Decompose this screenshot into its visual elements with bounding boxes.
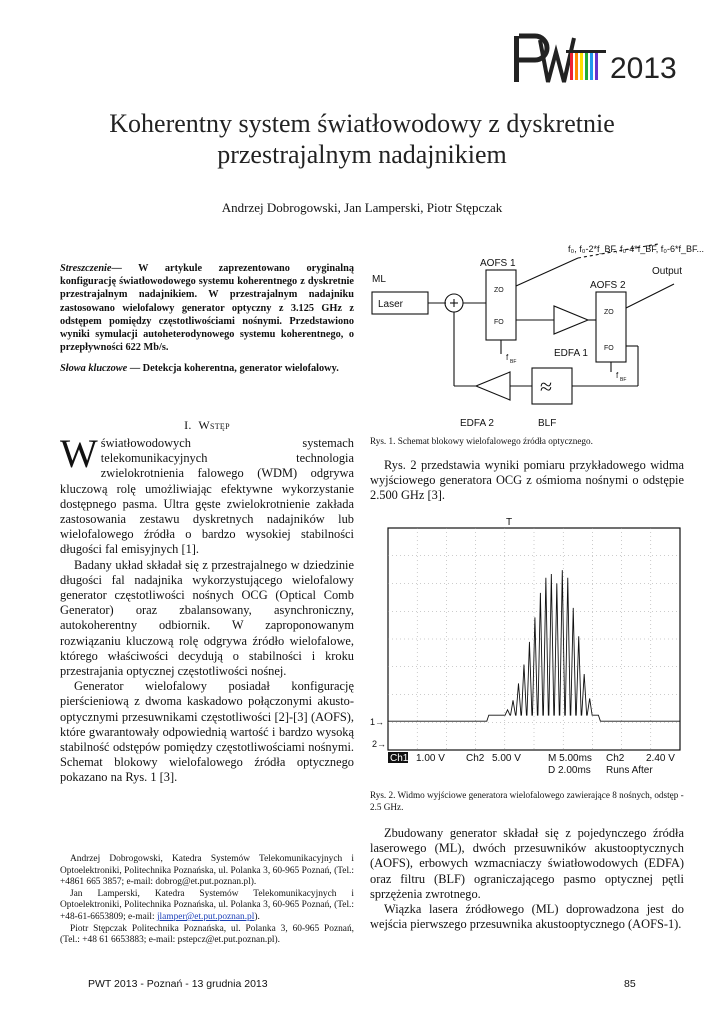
aofs1-label: AOFS 1: [480, 258, 516, 269]
pwt-logo: [510, 30, 677, 86]
dropcap: W: [60, 431, 98, 476]
intro-paragraph-1: [60, 431, 354, 558]
ch1-value: 1.00 V: [416, 753, 445, 764]
keywords-text: — Detekcja koherentna, generator wielofalowy.: [129, 363, 339, 374]
trigger-marker: T: [506, 517, 513, 528]
aofs2-zo: ZO: [604, 309, 614, 316]
abstract-label: Streszczenie: [60, 263, 112, 274]
laser-label: Laser: [378, 299, 404, 310]
blf-label: BLF: [538, 418, 557, 429]
edfa1-triangle: [554, 306, 588, 334]
page-number: 85: [624, 978, 636, 990]
edfa2-triangle: [476, 372, 510, 400]
footnote-3: Piotr Stępczak Politechnika Poznańska, ul. Polanka 3, 60-965 Poznań, (Tel.: +48 61 6653883; e-mail: pstepcz@et.put.poznan.pl).: [60, 923, 354, 946]
generator-description: [370, 826, 684, 932]
footnote-2: [60, 889, 354, 924]
authors: Andrzej Dobrogowski, Jan Lamperski, Piotr Stępczak: [221, 200, 503, 215]
fbf1-label: f: [506, 353, 509, 362]
paper-title: Koherentny system światłowodowy z dyskretnie przestrajalnym nadajnikiem: [109, 109, 615, 169]
footnote-1: Andrzej Dobrogowski, Katedra Systemów Telekomunikacyjnych i Optoelektroniki, Politechnika Poznańska, ul. Polanka 3, 60-965 Poznań, (Tel.: +4861 665 3857; e-mail: dobrog@et.put.poznan.pl).: [60, 854, 354, 888]
intro-p1-text: światłowodowych systemach telekomunikacyjnych technologia zwielokrotnienia falowego (WDM) odgrywa kluczową rolę umożliwiając efektywne wykorzystanie dostępnego pasma. Ultra gęste zwielokrotnienie zakłada zastosowania zestawu dyskretnych nadajników lub wielofalowego źródła o bardzo wysokiej stabilności długości fal emisyjnych [1].: [60, 436, 354, 557]
run-mode: Runs After: [606, 765, 653, 776]
aofs2-label: AOFS 2: [590, 280, 626, 291]
keywords: [60, 362, 354, 375]
trigger-level: 2.40 V: [646, 753, 675, 764]
logo-year: 2013: [610, 52, 677, 85]
col2-paragraph-1: Zbudowany generator składał się z pojedynczego źródła laserowego (ML), dwóch przesuwników akustooptycznych (AOFS), erbowych wzmacniaczy światłowodowych (EDFA) oraz filtru (BLF) ograniczającego pasmo optycznej pętli sprzężenia zwrotnego.: [370, 826, 684, 901]
footnote-2-text: Jan Lamperski, Katedra Systemów Telekomunikacyjnych i Optoelektroniki, Politechnika Poznańska, ul. Polanka 3, 60-965 Poznań, (Tel.: +48-61-6653809; e-mail:: [60, 888, 354, 922]
col2-paragraph-2: Wiązka lasera źródłowego (ML) doprowadzona jest do wejścia pierwszego przesuwnika akustooptycznego (AOFS-1).: [370, 902, 684, 932]
ch2-value: 5.00 V: [492, 753, 521, 764]
aofs1-box: [486, 270, 516, 340]
ch2-marker: 2→: [372, 739, 387, 749]
block-diagram: [368, 236, 704, 432]
oscilloscope-spectrum: [370, 514, 684, 776]
timebase: M 5.00ms: [548, 753, 592, 764]
intro-text: [60, 431, 354, 786]
carrier-freqs-label: f₀, f₀-2*f_BF, f₀-4*f_BF, f₀-6*f_BF...: [568, 244, 704, 254]
section-heading: [60, 418, 354, 433]
figure2-caption: Rys. 2. Widmo wyjściowe generatora wielofalowego zawierające 8 nośnych, odstęp - 2.5 GHz.: [370, 790, 684, 812]
fbf1-sub: BF: [510, 359, 517, 365]
ch2-label: Ch2: [466, 753, 485, 764]
logo-stripes: [514, 36, 606, 82]
rys2-paragraph: [370, 458, 684, 504]
author-footnotes: [60, 854, 354, 947]
section-number: I.: [184, 418, 192, 432]
output-label: Output: [652, 266, 683, 277]
aofs2-fo: FO: [604, 345, 614, 352]
intro-paragraph-2: Badany układ składał się z przestrajalnego w dziedzinie długości fal nadajnika wykorzystującego wielofalowy generator częstotliwości nośnych OCG (Optical Comb Generator) oraz zbalansowany, asynchroniczny, autokoherentny odbiornik. W zaproponowanym rozwiązaniu kluczową rolę odgrywa źródło wielofalowe, którego właściwości decydują o stabilności i kroku przestrajania optycznej częstotliwości nośnej.: [60, 557, 354, 679]
ch1-marker: 1→: [370, 717, 385, 727]
edfa2-label: EDFA 2: [460, 418, 494, 429]
bandpass-symbol: ≈: [540, 374, 553, 399]
intro-paragraph-3: Generator wielofalowy posiadał konfigurację pierścieniową z dwoma kaskadowo połączonymi akusto-optycznymi przesuwnikami częstotliwości [2]-[3] (AOFS), które gwarantowały odpowiednią wartość i bardzo wysoką stabilność odstępów pomiędzy częstotliwościami nośnymi. Schemat blokowy wielofalowego źródła optycznego pokazano na Rys. 1 [3].: [60, 679, 354, 785]
ch1-label: Ch1: [390, 753, 409, 764]
delay: D 2.00ms: [548, 765, 591, 776]
abstract: [60, 262, 354, 354]
footnote-2-end: ).: [254, 911, 260, 922]
section-title: Wstęp: [198, 418, 230, 432]
fbf2-sub: BF: [620, 377, 627, 383]
footer-conference: PWT 2013 - Poznań - 13 grudnia 2013: [88, 978, 268, 990]
aofs1-zo: ZO: [494, 287, 504, 294]
edfa1-label: EDFA 1: [554, 348, 588, 359]
rys2-text: Rys. 2 przedstawia wyniki pomiaru przykładowego widma wyjściowego generatora OCG z ośmioma nośnymi o odstępie 2.500 GHz [3].: [370, 458, 684, 503]
keywords-label: Słowa kluczowe: [60, 363, 128, 374]
aofs1-fo: FO: [494, 319, 504, 326]
abstract-text: — W artykule zaprezentowano oryginalną konfigurację światłowodowego systemu koherentnego z dyskretnie przestrajalnym nadajnikiem. W przestrajalnym nadajniku zastosowano wielofalowy generator optyczny z 3.125 GHz z odstępem pomiędzy częstotliwościami nośnymi. Przedstawiono wyniki symulacji autoheterodynowego systemu koherentnego, o przepływności 622 Mb/s.: [60, 263, 354, 354]
ml-label: ML: [372, 274, 386, 285]
trigger-channel: Ch2: [606, 753, 625, 764]
email-link[interactable]: jlamper@et.put.poznan.pl: [156, 911, 255, 922]
fbf2-label: f: [616, 371, 619, 380]
figure1-caption: Rys. 1. Schemat blokowy wielofalowego źródła optycznego.: [370, 436, 593, 446]
